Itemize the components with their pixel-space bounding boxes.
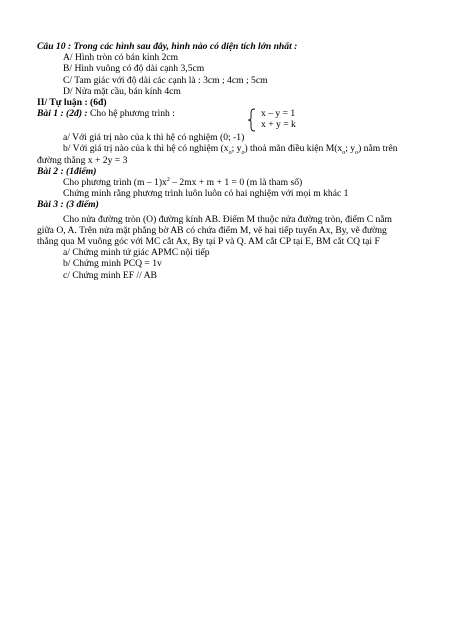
bai2-label: Bài 2 : (1điểm)	[37, 165, 97, 177]
document-content	[37, 41, 422, 281]
q10-title: Câu 10 : Trong các hình sau đây, hình nào có diện tích lớn nhất :	[37, 41, 298, 52]
bai2-prove: Chứng minh rằng phương trình luôn luôn có hai nghiệm với mọi m khác 1	[63, 188, 349, 200]
bai3-part-a: a/ Chứng minh tứ giác APMC nội tiếp	[63, 247, 210, 259]
bai1-label: Bài 1 : (2đ) :	[37, 108, 88, 120]
bai1-part-b-line2: đường thẳng x + 2y = 3	[37, 154, 128, 166]
q10-option-b: B/ Hình vuông có độ dài cạnh 3,5cm	[63, 63, 205, 75]
bai2-equation: Cho phương trình $(m - 1)x^2 - 2mx + m + 1 = 0$ (m là tham số)	[63, 176, 303, 189]
bai1-header	[37, 108, 422, 132]
bai3-paragraph-line1: Cho nửa đường tròn (O) đường kính AB. Điểm M thuộc nửa đường tròn, điểm C nằm	[63, 213, 393, 225]
bai3-part-c: c/ Chứng minh EF // AB	[63, 269, 157, 281]
bai3-paragraph-line3: thẳng qua M vuông góc với MC cắt Ax, By tại P và Q. AM cắt CP tại E, BM cắt CQ tại F	[37, 236, 380, 248]
bai1-part-b: b/ Với giá trị nào của k thì hệ có nghiệm ($x_o$; $y_o$) thoả mãn điều kiện $M(x_o$; $y_o$) nằm trên	[63, 143, 398, 157]
q10-option-a: A/ Hình tròn có bán kính 2cm	[63, 52, 179, 64]
equation-2: x + y = k	[261, 119, 296, 131]
bai1-intro: Cho hệ phương trình :	[90, 108, 175, 120]
q10-option-c: C/ Tam giác với độ dài các cạnh là : 3cm ; 4cm ; 5cm	[63, 74, 268, 86]
part2-title: II/ Tự luận : (6đ)	[37, 97, 107, 109]
bai3-label: Bài 3 : (3 điểm)	[37, 199, 99, 211]
bai3-paragraph-line2: giữa O, A. Trên nửa mặt phẳng bờ AB có chứa điểm M, vẽ hai tiếp tuyến Ax, By, vẽ đường	[37, 224, 387, 236]
q10-option-d: D/ Nửa mặt cầu, bán kính 4cm	[63, 85, 181, 97]
left-brace-icon	[247, 108, 257, 132]
equation-1: x – y = 1	[261, 108, 296, 120]
bai3-part-b: b/ Chứng minh PCQ = 1v	[63, 258, 162, 270]
bai1-part-a: a/ Với giá trị nào của k thì hệ có nghiệm (0; -1)	[63, 132, 245, 144]
